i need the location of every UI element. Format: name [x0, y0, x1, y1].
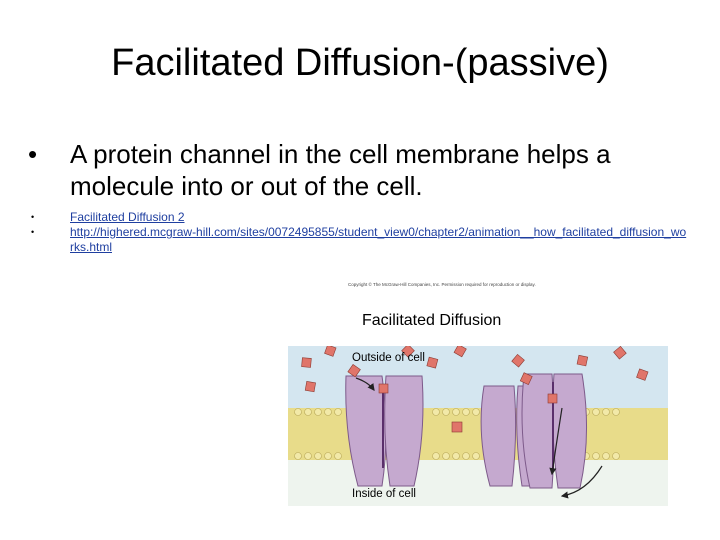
figure-title: Facilitated Diffusion — [362, 312, 502, 329]
main-bullet-text: A protein channel in the cell membrane helps a molecule into or out of the cell. — [70, 139, 611, 201]
bullet-dot: • — [31, 227, 35, 237]
facilitated-diffusion-link[interactable]: Facilitated Diffusion 2 — [70, 210, 185, 224]
outside-region — [288, 346, 668, 408]
inside-cell-label: Inside of cell — [352, 488, 416, 500]
animation-url-link[interactable]: http://highered.mcgraw-hill.com/sites/0072495855/student_view0/chapter2/animation__how_facilitated_diffusion_works.html — [70, 225, 687, 254]
facilitated-diffusion-figure — [286, 282, 686, 506]
bullet-dot: • — [28, 139, 38, 169]
link-list — [28, 210, 688, 255]
bullet-dot: • — [31, 212, 35, 222]
membrane-diagram — [286, 346, 686, 506]
list-item — [28, 225, 688, 255]
membrane-band — [288, 408, 668, 460]
slide-title: Facilitated Diffusion-(passive) — [111, 42, 609, 84]
channel-protein-3 — [521, 374, 586, 488]
inside-region — [288, 460, 668, 506]
list-item — [28, 210, 688, 225]
figure-copyright: Copyright © The McGraw-Hill Companies, Inc. Permission required for reproduction or display. — [348, 282, 536, 287]
main-bullet — [28, 138, 688, 202]
outside-cell-label: Outside of cell — [352, 352, 425, 364]
